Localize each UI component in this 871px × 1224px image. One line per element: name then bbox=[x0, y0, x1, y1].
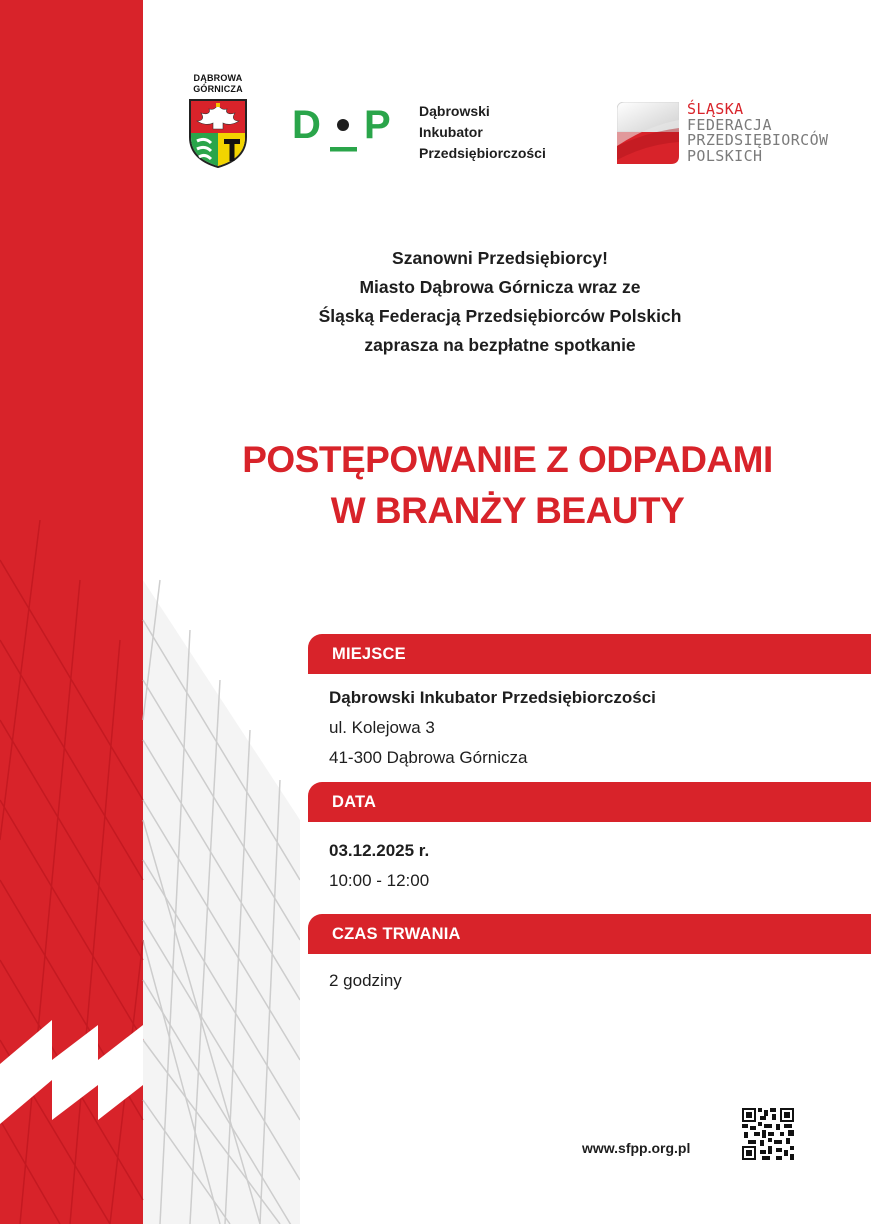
place-street: ul. Kolejowa 3 bbox=[329, 718, 435, 737]
place-section-header: MIEJSCE bbox=[308, 634, 871, 674]
duration-value: 2 godziny bbox=[329, 971, 402, 990]
date-day: 03.12.2025 r. bbox=[329, 841, 430, 860]
incubator-line2: Inkubator bbox=[419, 124, 483, 140]
event-title-line1: POSTĘPOWANIE Z ODPADAMI bbox=[242, 439, 773, 480]
svg-text:P: P bbox=[364, 103, 391, 147]
federation-line4: POLSKICH bbox=[687, 146, 763, 165]
duration-section-header: CZAS TRWANIA bbox=[308, 914, 871, 954]
federation-line1: ŚLĄSKA bbox=[687, 100, 744, 118]
incubator-logo-text bbox=[419, 101, 546, 164]
city-logo bbox=[183, 73, 253, 174]
svg-text:D: D bbox=[292, 103, 321, 147]
date-info bbox=[329, 836, 429, 896]
building-facade-graphic bbox=[0, 520, 300, 1224]
federation-flag-icon bbox=[617, 102, 679, 164]
intro-text bbox=[220, 244, 780, 360]
intro-line4: zaprasza na bezpłatne spotkanie bbox=[364, 335, 636, 355]
intro-line2: Miasto Dąbrowa Górnicza wraz ze bbox=[359, 277, 641, 297]
city-coat-of-arms-icon bbox=[187, 97, 249, 169]
incubator-line3: Przedsiębiorczości bbox=[419, 145, 546, 161]
intro-line3: Śląską Federacją Przedsiębiorców Polskich bbox=[318, 306, 682, 326]
event-title-line2: W BRANŻY BEAUTY bbox=[330, 490, 685, 531]
qr-code-icon[interactable] bbox=[742, 1108, 794, 1160]
incubator-line1: Dąbrowski bbox=[419, 103, 490, 119]
place-venue: Dąbrowski Inkubator Przedsiębiorczości bbox=[329, 688, 656, 707]
city-name-line1: DĄBROWA bbox=[193, 73, 243, 83]
intro-line1: Szanowni Przedsiębiorcy! bbox=[392, 248, 608, 268]
date-time: 10:00 - 12:00 bbox=[329, 871, 430, 890]
federation-line3: PRZEDSIĘBIORCÓW bbox=[687, 131, 829, 149]
federation-line2: FEDERACJA bbox=[687, 115, 772, 134]
city-name-line2: GÓRNICZA bbox=[193, 84, 243, 94]
duration-info bbox=[329, 966, 402, 996]
event-title bbox=[150, 434, 865, 536]
federation-logo-text bbox=[687, 102, 828, 164]
website-link[interactable]: www.sfpp.org.pl bbox=[582, 1140, 691, 1156]
incubator-logo-icon bbox=[292, 100, 397, 155]
place-city: 41-300 Dąbrowa Górnicza bbox=[329, 748, 528, 767]
place-info bbox=[329, 683, 656, 773]
date-section-header: DATA bbox=[308, 782, 871, 822]
